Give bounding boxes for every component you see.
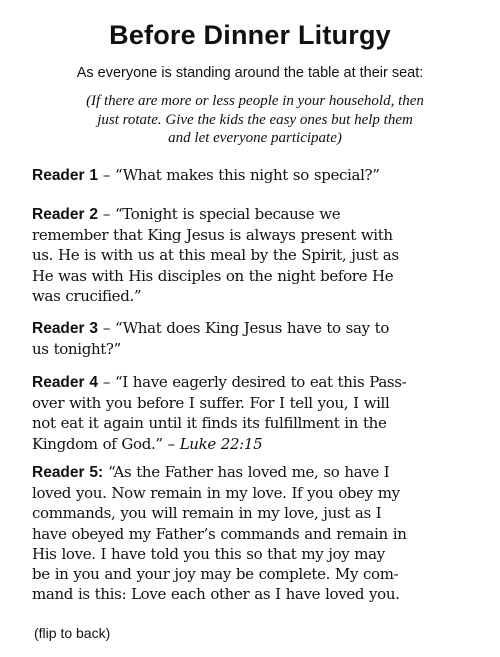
reader-separator: –	[97, 373, 115, 391]
flip-instruction: (flip to back)	[34, 625, 111, 641]
reader-line: us. He is with us at this meal by the Spirit, just as	[32, 246, 399, 265]
reader-text: Kingdom of God.” –	[32, 434, 180, 453]
reader-text: “Tonight is special because we	[114, 205, 341, 223]
reader-label: Reader 4	[32, 374, 98, 391]
reader-line: He was with His disciples on the night before He	[32, 266, 394, 285]
reader-label: Reader 1	[32, 167, 98, 184]
reader-line	[32, 165, 480, 186]
reader-text: “What makes this night so special?”	[114, 166, 380, 184]
reader-line: be in you and your joy may be complete. My com-	[32, 565, 399, 584]
reader-separator: –	[97, 205, 115, 223]
reader-1-passage	[32, 165, 480, 186]
reader-line	[32, 434, 480, 454]
reader-line	[32, 372, 480, 393]
reader-5-passage	[32, 462, 480, 604]
scripture-citation: Luke 22:15	[179, 434, 263, 453]
instruction-note	[40, 92, 470, 148]
reader-text: “What does King Jesus have to say to	[114, 319, 390, 337]
reader-separator: –	[97, 166, 115, 184]
reader-line: remember that King Jesus is always present with	[32, 226, 393, 245]
reader-2-passage	[32, 204, 480, 306]
reader-line	[32, 462, 480, 483]
reader-label: Reader 5:	[32, 464, 104, 481]
reader-line: loved you. Now remain in my love. If you obey my	[32, 484, 400, 503]
page-title: Before Dinner Liturgy	[109, 20, 391, 50]
reader-text: “As the Father has loved me, so have I	[108, 463, 390, 481]
note-line: just rotate. Give the kids the easy ones but help them	[97, 111, 413, 128]
reader-line	[32, 204, 480, 225]
reader-line	[32, 318, 480, 339]
reader-line: mand is this: Love each other as I have loved you.	[32, 585, 400, 604]
note-line: (If there are more or less people in your household, then	[86, 93, 424, 109]
reader-line: over with you before I suffer. For I tell you, I will	[32, 394, 390, 413]
reader-line: not eat it again until it finds its fulfillment in the	[32, 414, 387, 433]
reader-line: us tonight?”	[32, 340, 121, 359]
reader-label: Reader 2	[32, 206, 98, 223]
reader-line: His love. I have told you this so that my joy may	[32, 544, 385, 563]
instruction-text: As everyone is standing around the table at their seat:	[76, 65, 424, 81]
reader-line: was crucified.”	[32, 286, 142, 305]
note-line: and let everyone participate)	[168, 130, 342, 146]
reader-separator: –	[97, 319, 115, 337]
reader-line: have obeyed my Father’s commands and remain in	[32, 524, 407, 543]
reader-label: Reader 3	[32, 320, 98, 337]
reader-line: commands, you will remain in my love, just as I	[32, 504, 382, 523]
reader-4-passage	[32, 372, 480, 454]
reader-text: “I have eagerly desired to eat this Pass-	[114, 373, 407, 391]
reader-3-passage	[32, 318, 480, 359]
